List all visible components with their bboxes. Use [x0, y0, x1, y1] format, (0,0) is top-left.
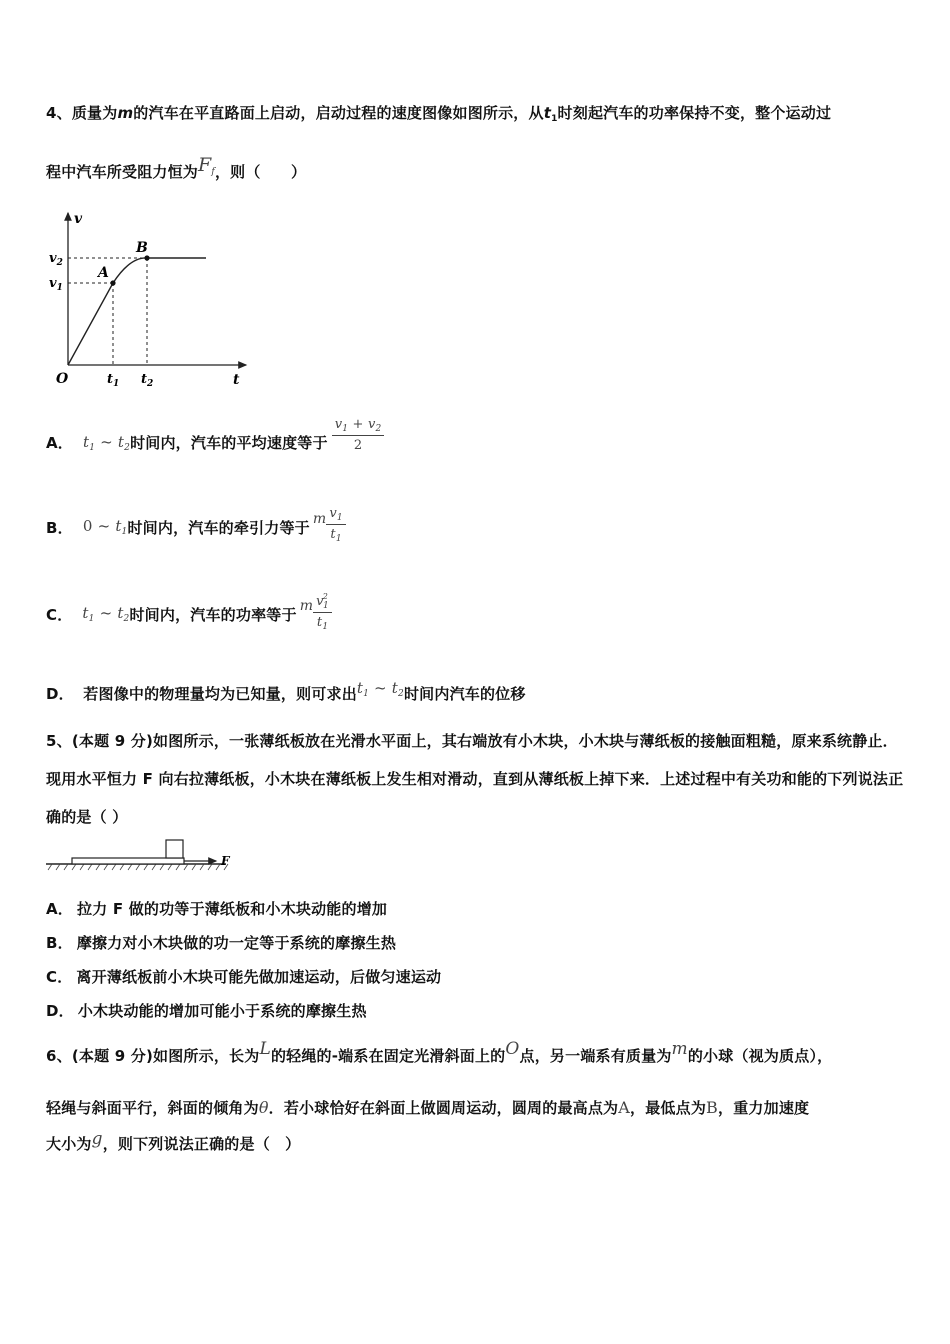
- wood-block: [166, 840, 183, 858]
- traction-force-fraction: $\frac{v_1}{t_1}$: [326, 506, 345, 544]
- v1-label: $v_1$: [49, 276, 63, 293]
- q5-stem: 5、(本题 9 分)如图所示，一张薄纸板放在光滑水平面上，其右端放有小木块，小木块与薄纸板的接触面粗糙，原来系统静止．现用水平恒力 F 向右拉薄纸板，小木块在薄纸板上发生相对滑动，直到从薄纸板上掉下来．上述过程中有关功和能的下列说法正确的是（ ）: [46, 732, 904, 826]
- q5-option-b: B． 摩擦力对小木块做的功一定等于系统的摩擦生热: [46, 934, 397, 952]
- avg-velocity-fraction: $\frac{v_1 + v_2}{2}$: [332, 417, 385, 453]
- origin-label: O: [56, 371, 69, 387]
- q4-number: 4、: [46, 104, 72, 122]
- force-label: F: [221, 854, 230, 868]
- paper-board: [72, 858, 184, 864]
- q4-stem-line1: 4、质量为m的汽车在平直路面上启动，启动过程的速度图像如图所示，从$t_1$时刻起汽车的功率保持不变，整个运动过: [46, 104, 832, 124]
- q4-option-d: D． 若图像中的物理量均为已知量，则可求出$t_1$ ~ $t_2$时间内汽车的位移: [46, 679, 526, 703]
- t2-label: $t_2$: [141, 372, 154, 389]
- velocity-curve: [68, 258, 206, 365]
- q4-option-c: C． $t_1$ ~ $t_2$ 时间内，汽车的功率等于 m $\frac{v^2_1}{t_1}$: [46, 596, 332, 632]
- q6-stem-line3: 大小为g，则下列说法正确的是（ ）: [46, 1129, 301, 1153]
- q5-option-c: C． 离开薄纸板前小木块可能先做加速运动，后做匀速运动: [46, 968, 442, 986]
- v2-label: $v_2$: [49, 251, 63, 268]
- point-a-dot: [110, 280, 115, 285]
- q4-option-a: A． $t_1$ ~ $t_2$ 时间内，汽车的平均速度等于 $\frac{v_1 + v_2}{2}$: [46, 432, 384, 453]
- ground-hatch: [48, 864, 228, 870]
- q4-stem-line2: 程中汽车所受阻力恒为$F_f$，则（ ）: [46, 154, 307, 181]
- board-block-figure: [44, 836, 244, 876]
- q6-stem-line1: 6、(本题 9 分)如图所示，长为L的轻绳的-端系在固定光滑斜面上的O点，另一端系有质量为m的小球（视为质点），: [46, 1039, 833, 1065]
- t1-label: $t_1$: [107, 372, 120, 389]
- power-fraction: $\frac{v^2_1}{t_1}$: [313, 592, 332, 632]
- t-axis-label: t: [233, 372, 240, 388]
- v-axis-label: v: [74, 211, 83, 227]
- point-b-dot: [144, 255, 149, 260]
- q4-option-b: B． 0 ~ $t_1$ 时间内，汽车的牵引力等于 m $\frac{v_1}{t_1}$: [46, 510, 346, 544]
- q5-option-d: D． 小木块动能的增加可能小于系统的摩擦生热: [46, 1002, 367, 1020]
- velocity-time-graph: [44, 205, 254, 390]
- q5-option-a: A． 拉力 F 做的功等于薄纸板和小木块动能的增加: [46, 900, 388, 918]
- point-b-label: B: [136, 240, 148, 256]
- q6-stem-line2: 轻绳与斜面平行，斜面的倾角为θ．若小球恰好在斜面上做圆周运动，圆周的最高点为A，最低点为B，重力加速度: [46, 1098, 810, 1117]
- point-a-label: A: [98, 265, 109, 281]
